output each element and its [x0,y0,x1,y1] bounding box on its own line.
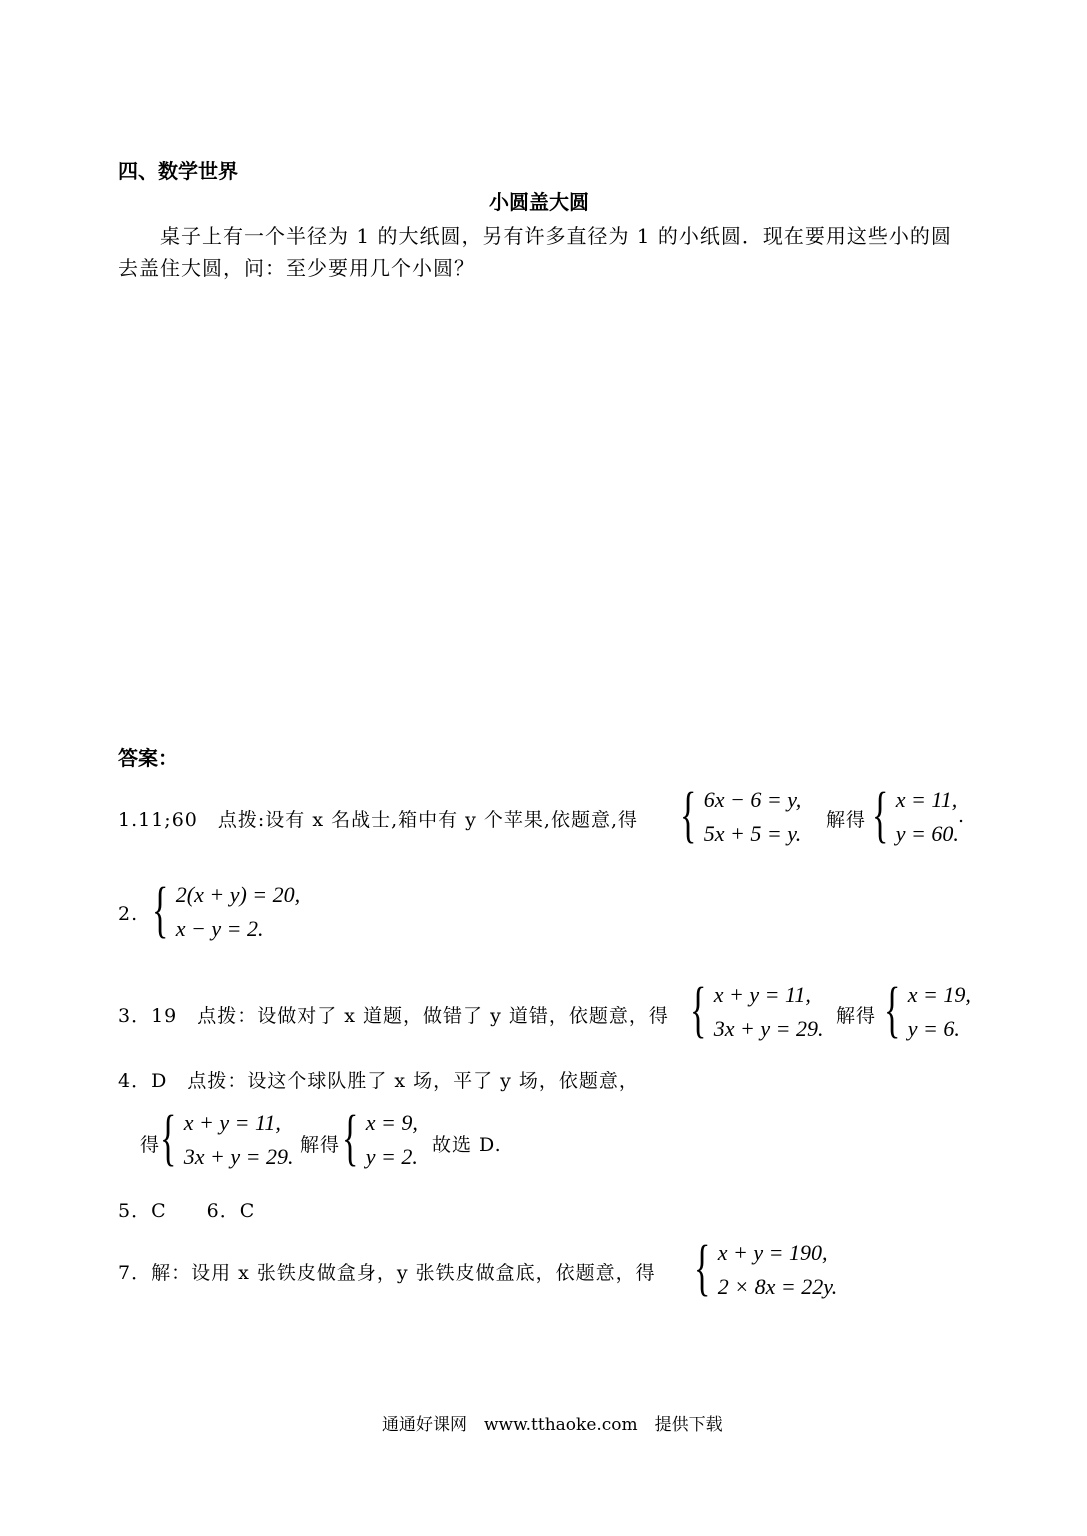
equation: y = 60. [895,821,959,846]
answer-1-text: 1.11;60 点拨:设有 x 名战士,箱中有 y 个苹果,依题意,得 [118,809,639,831]
equation: 2(x + y) = 20, [175,882,301,907]
answer-2-system [152,876,301,944]
answer-7-text: 7．解：设用 x 张铁皮做盒身，y 张铁皮做盒底，依题意，得 [118,1262,656,1284]
equation: x − y = 2. [175,916,264,941]
equation: 3x + y = 29. [713,1016,824,1041]
answer-1-solution [872,781,959,849]
equation: 6x − 6 = y, [703,787,802,812]
brace-icon: { [160,1104,177,1172]
answer-4-text: 4．D 点拨：设这个球队胜了 x 场，平了 y 场，依题意， [118,1070,639,1092]
equation: y = 6. [907,1016,960,1041]
brace-icon: { [884,976,901,1044]
section-heading: 四、数学世界 [118,159,238,183]
answer-4-solve-label: 解得 [300,1134,341,1156]
equation: x = 9, [365,1110,418,1135]
equation: x = 19, [907,982,971,1007]
answer-3-system [690,976,824,1044]
answer-3-text: 3．19 点拨：设做对了 x 道题，做错了 y 道错，依题意，得 [118,1005,669,1027]
answer-3-solution [884,976,971,1044]
brace-icon: { [680,781,697,849]
answer-1-system [680,781,802,849]
answer-4-solution [342,1104,418,1172]
story-title: 小圆盖大圆 [489,190,589,214]
equation: 5x + 5 = y. [703,821,802,846]
equation: x + y = 11, [713,982,811,1007]
answers-heading: 答案： [118,746,178,770]
equation: x = 11, [895,787,958,812]
story-line-2: 去盖住大圆，问：至少要用几个小圆？ [118,256,475,280]
equation: y = 2. [365,1144,418,1169]
answer-1-solve-label: 解得 [826,809,867,831]
brace-icon: { [342,1104,359,1172]
equation: 3x + y = 29. [183,1144,294,1169]
equation: 2 × 8x = 22y. [717,1274,838,1299]
brace-icon: { [690,976,707,1044]
answer-5-6-text: 5．C 6．C [118,1200,256,1222]
brace-icon: { [152,876,169,944]
answer-4-conclusion: 故选 D. [432,1134,502,1156]
story-line-1: 桌子上有一个半径为 1 的大纸圆，另有许多直径为 1 的小纸圆．现在要用这些小的圆 [160,224,952,248]
answer-3-solve-label: 解得 [836,1005,877,1027]
brace-icon: { [872,781,889,849]
answer-7-system [694,1234,838,1302]
answer-1-end: . [958,805,966,827]
answer-4-prefix: 得 [140,1134,161,1156]
equation: x + y = 11, [183,1110,281,1135]
brace-icon: { [694,1234,711,1302]
answer-2-text: 2. [118,903,139,925]
answer-4-system [160,1104,294,1172]
equation: x + y = 190, [717,1240,828,1265]
footer-text: 通通好课网 www.tthaoke.com 提供下载 [382,1415,723,1435]
